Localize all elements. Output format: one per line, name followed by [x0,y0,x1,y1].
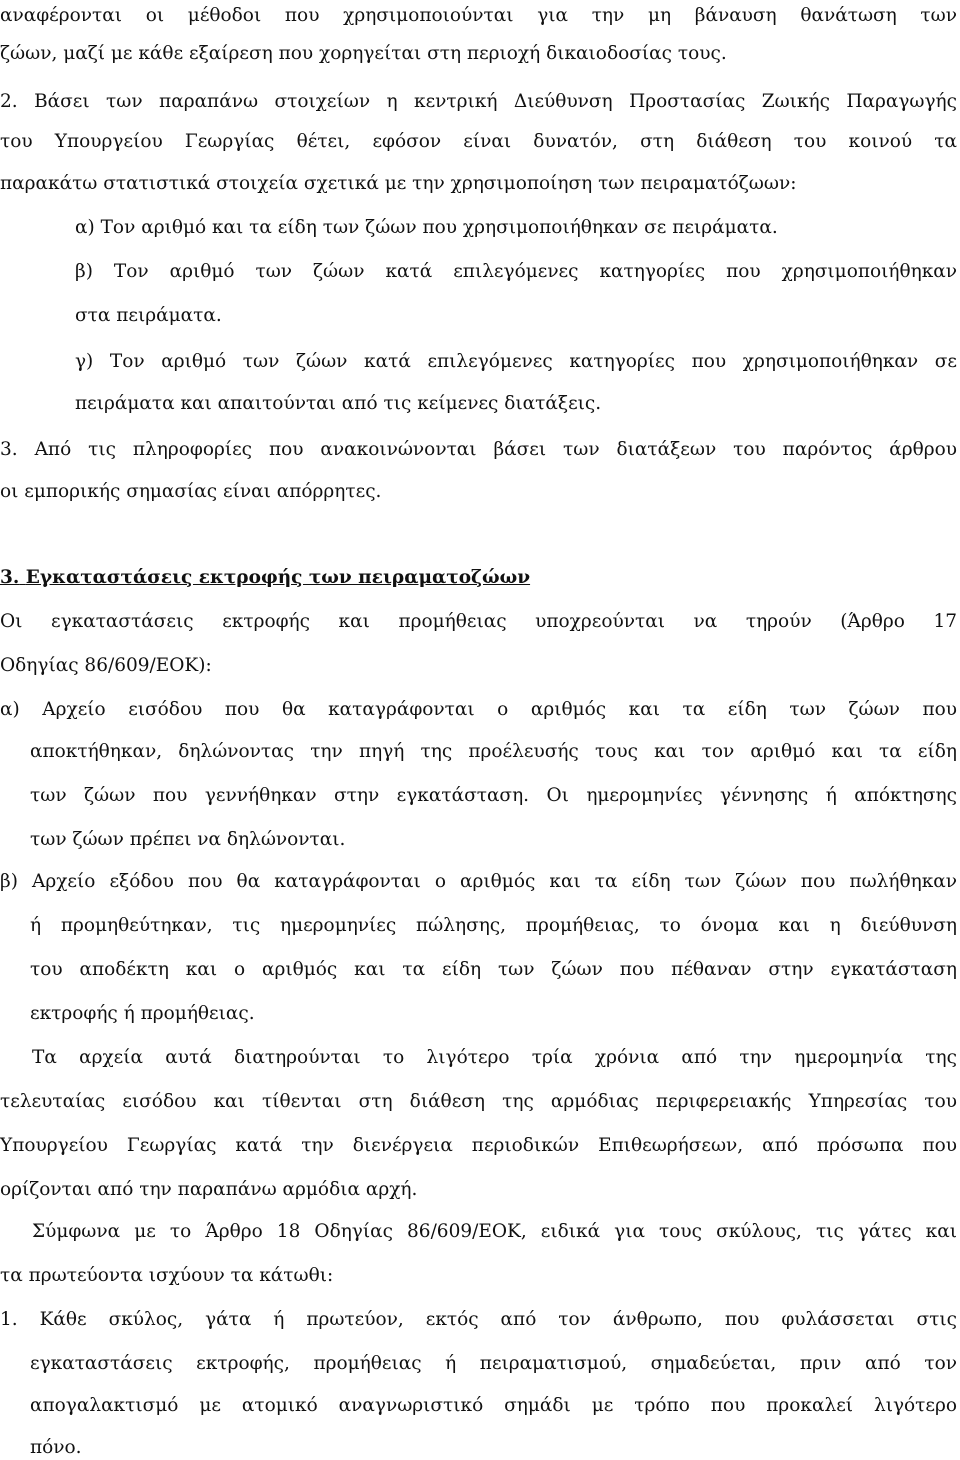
paragraph-line: αποκτήθηκαν, δηλώνοντας την πηγή της προέλευσής τους και τον αριθμό και τα είδη [30,741,957,762]
paragraph-line: 1. Κάθε σκύλος, γάτα ή πρωτεύον, εκτός από τον άνθρωπο, που φυλάσσεται στις [0,1309,957,1330]
paragraph-line: Οι εγκαταστάσεις εκτροφής και προμήθειας υποχρεούνται να τηρούν (Άρθρο 17 [0,611,957,632]
paragraph-line: εγκαταστάσεις εκτροφής, προμήθειας ή πειραματισμού, σημαδεύεται, πριν από τον [30,1353,957,1374]
paragraph-line: τελευταίας εισόδου και τίθενται στη διάθεση της αρμόδιας περιφερειακής Υπηρεσίας του [0,1091,957,1112]
paragraph-line: τα πρωτεύοντα ισχύουν τα κάτωθι: [0,1265,334,1286]
paragraph-line: ορίζονται από την παραπάνω αρμόδια αρχή. [0,1179,418,1200]
list-item-a: α) Τον αριθμό και τα είδη των ζώων που χρησιμοποιήθηκαν σε πειράματα. [75,217,778,238]
paragraph-line: 3. Από τις πληροφορίες που ανακοινώνονται βάσει των διατάξεων του παρόντος άρθρου [0,439,957,460]
section-heading-number: 3. [0,567,20,588]
section-heading-title: Εγκαταστάσεις εκτροφής των πειραματοζώων [25,567,531,588]
paragraph-line: Τα αρχεία αυτά διατηρούνται το λιγότερο τρία χρόνια από την ημερομηνία της [32,1047,957,1068]
paragraph-line: Υπουργείου Γεωργίας κατά την διενέργεια περιοδικών Επιθεωρήσεων, από πρόσωπα που [0,1135,957,1156]
paragraph-line: του Υπουργείου Γεωργίας θέτει, εφόσον είναι δυνατόν, στη διάθεση του κοινού τα [0,131,957,152]
paragraph-line: των ζώων που γεννήθηκαν στην εγκατάσταση. Οι ημερομηνίες γέννησης ή απόκτησης [30,785,957,806]
paragraph-line: πόνο. [30,1437,82,1458]
paragraph-line: των ζώων πρέπει να δηλώνονται. [30,829,346,850]
paragraph-line: εκτροφής ή προμήθειας. [30,1003,255,1024]
paragraph-line: αναφέρονται οι μέθοδοι που χρησιμοποιούνται για την μη βάναυση θανάτωση των [0,5,957,26]
paragraph-line: 2. Βάσει των παραπάνω στοιχείων η κεντρική Διεύθυνση Προστασίας Ζωικής Παραγωγής [0,91,957,112]
paragraph-line: Σύμφωνα με το Άρθρο 18 Οδηγίας 86/609/ΕΟΚ, ειδικά για τους σκύλους, τις γάτες και [32,1221,957,1242]
paragraph-line: απογαλακτισμό με ατομικό αναγνωριστικό σημάδι με τρόπο που προκαλεί λιγότερο [30,1395,957,1416]
paragraph-line: ή προμηθεύτηκαν, τις ημερομηνίες πώλησης, προμήθειας, το όνομα και η διεύθυνση [30,915,957,936]
paragraph-line: παρακάτω στατιστικά στοιχεία σχετικά με την χρησιμοποίηση των πειραματόζωων: [0,173,797,194]
paragraph-line: α) Αρχείο εισόδου που θα καταγράφονται ο αριθμός και τα είδη των ζώων που [0,699,957,720]
paragraph-line: β) Αρχείο εξόδου που θα καταγράφονται ο αριθμός και τα είδη των ζώων που πωλήθηκαν [0,871,957,892]
paragraph-line: οι εμπορικής σημασίας είναι απόρρητες. [0,481,382,502]
paragraph-line: του αποδέκτη και ο αριθμός και τα είδη των ζώων που πέθαναν στην εγκατάσταση [30,959,957,980]
list-item-c: γ) Τον αριθμό των ζώων κατά επιλεγόμενες κατηγορίες που χρησιμοποιήθηκαν σε [75,351,957,372]
section-heading [0,566,530,590]
list-item-b: β) Τον αριθμό των ζώων κατά επιλεγόμενες κατηγορίες που χρησιμοποιήθηκαν [75,261,957,282]
list-item-b-cont: στα πειράματα. [75,305,222,326]
paragraph-line: ζώων, μαζί με κάθε εξαίρεση που χορηγείται στη περιοχή δικαιοδοσίας τους. [0,43,727,64]
list-item-c-cont: πειράματα και απαιτούνται από τις κείμενες διατάξεις. [75,393,602,414]
paragraph-line: Οδηγίας 86/609/ΕΟΚ): [0,655,212,676]
